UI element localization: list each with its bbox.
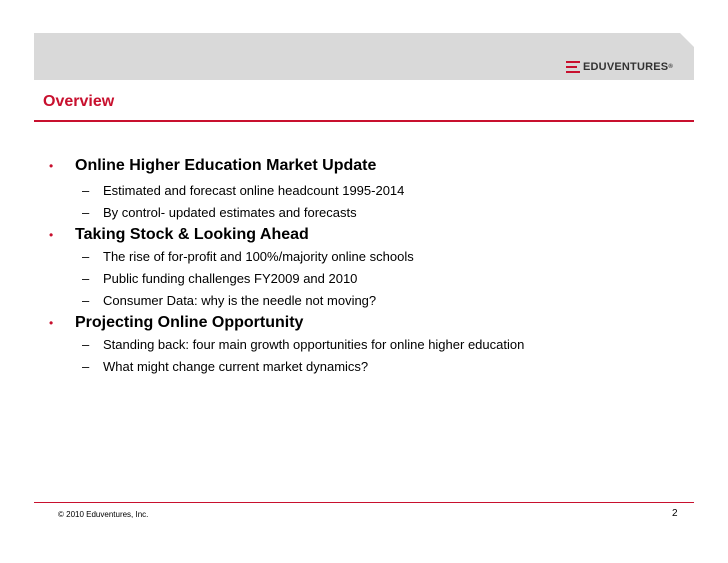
bullet-icon: • [49,228,54,242]
dash-icon: – [82,183,90,198]
header-corner-cut [680,33,694,47]
page-number: 2 [672,508,678,519]
list-item-text: The rise of for-profit and 100%/majority online schools [103,249,414,264]
list-item-text: Public funding challenges FY2009 and 2010 [103,271,358,286]
bullet-icon: • [49,316,54,330]
dash-icon: – [82,293,90,308]
slide-title: Overview [43,93,115,110]
list-item-text: Consumer Data: why is the needle not moving? [103,293,377,308]
section-label: Online Higher Education Market Update [75,157,377,174]
footer-divider [34,502,694,503]
list-item-text: By control- updated estimates and forecasts [103,205,357,220]
bullet-icon: • [49,159,54,173]
dash-icon: – [82,337,90,352]
dash-icon: – [82,271,90,286]
eduventures-logo [566,60,673,74]
list-item-text: What might change current market dynamics? [103,359,369,374]
section-label: Projecting Online Opportunity [75,314,304,331]
dash-icon: – [82,359,90,374]
logo-mark-icon [566,61,580,73]
logo-text: EDUVENTURES® [583,61,673,73]
dash-icon: – [82,249,90,264]
copyright-text: © 2010 Eduventures, Inc. [58,510,149,519]
list-item-text: Standing back: four main growth opportunities for online higher education [103,337,525,352]
section-label: Taking Stock & Looking Ahead [75,226,309,243]
dash-icon: – [82,205,90,220]
list-item-text: Estimated and forecast online headcount 1995-2014 [103,183,405,198]
title-divider [34,120,694,122]
